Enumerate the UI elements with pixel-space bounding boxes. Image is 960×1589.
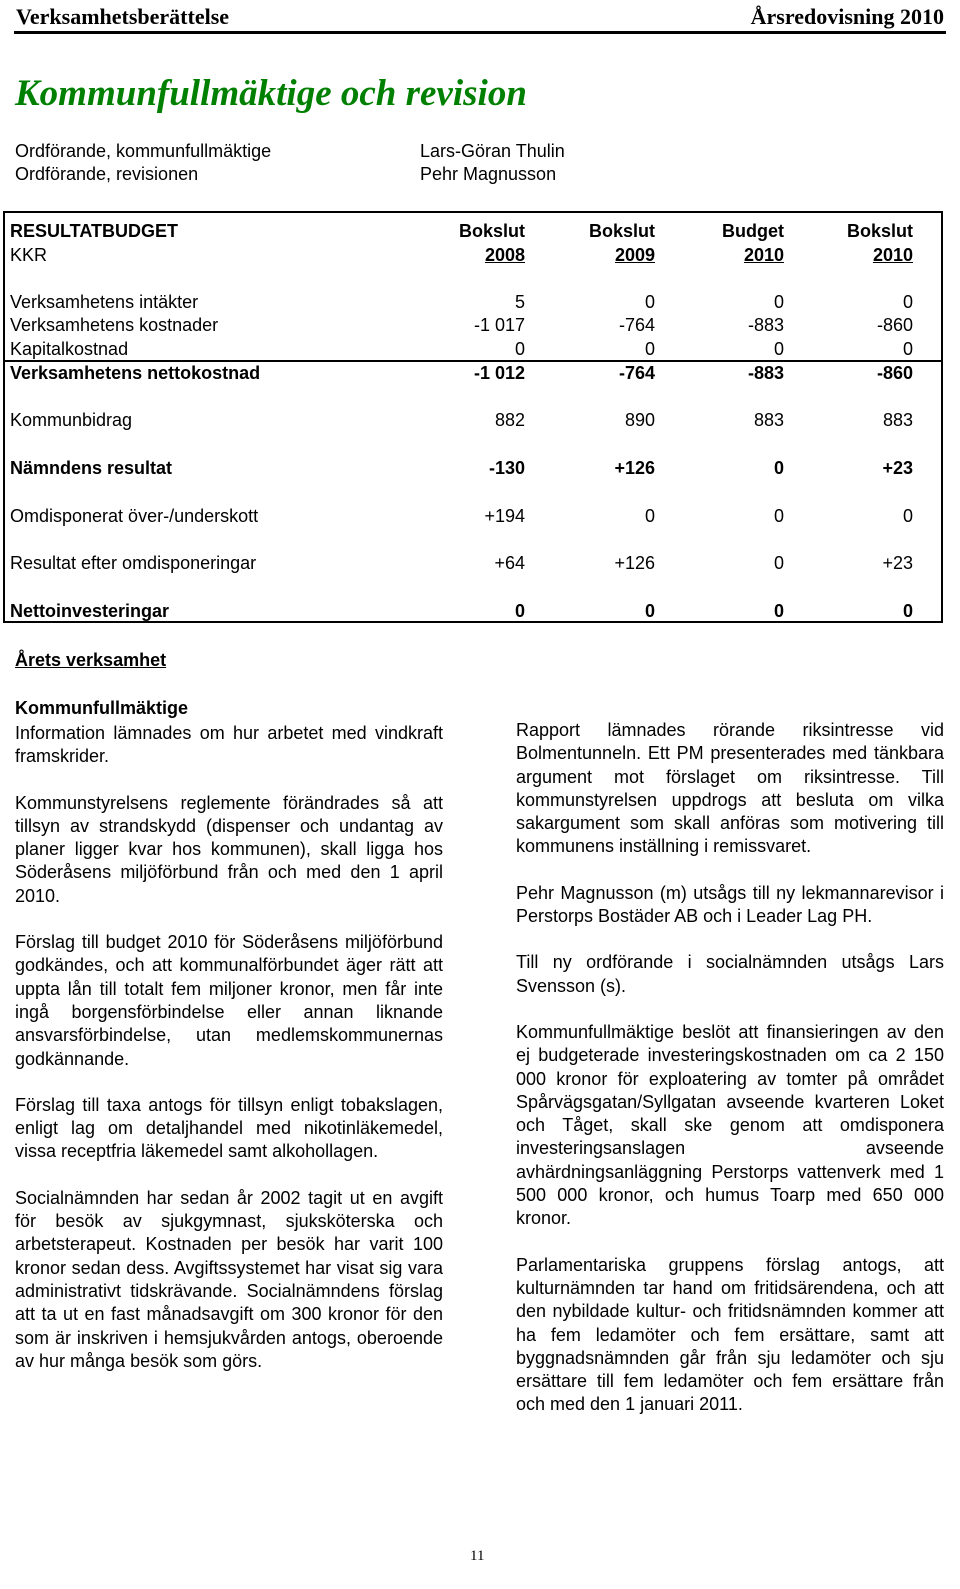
row-label: Resultat efter omdisponeringar <box>10 553 257 573</box>
column-year: 2008 <box>484 245 525 265</box>
paragraph: Rapport lämnades rörande riksintresse vid Bolmentunneln. Ett PM presenterades med tänkbara argument mot förslaget om riksintresse. Till kommunstyrelsen uppdrogs att besluta om vilka sakargument som skall anföras som motivering till kommunens inställning i remissvaret. <box>516 720 944 857</box>
cell-value: 0 <box>773 339 784 359</box>
cell-value: 0 <box>902 601 913 621</box>
column-type: Bokslut <box>458 221 525 241</box>
cell-value: 0 <box>514 339 525 359</box>
cell-value: 5 <box>514 292 525 312</box>
page-number: 11 <box>470 1548 485 1564</box>
cell-value: 883 <box>753 410 784 430</box>
table-unit: KKR <box>10 245 48 265</box>
column-type: Bokslut <box>588 221 655 241</box>
paragraph: Kommunstyrelsens reglemente förändrades så att tillsyn av strandskydd (dispenser och undantag av planer ligger kvar hos kommunen), skall ligga hos Söderåsens miljöförbund från och med den 1 april 2010. <box>15 792 443 906</box>
table-header-row <box>5 220 941 243</box>
cell-value: -130 <box>488 458 525 478</box>
row-label: Verksamhetens nettokostnad <box>10 363 261 383</box>
table-row <box>5 505 941 528</box>
cell-value: -860 <box>876 363 913 383</box>
paragraph: Parlamentariska gruppens förslag antogs, att kulturnämnden tar hand om fritidsärendena, och att den nybildade kultur- och fritidsnämnden kommer att ha fem ledamöter och fem ersättare, samt att byggnadsnämnden går från sju ledamöter och sju ersättare till fem ledamöter och fem ersättare från och med den 1 januari 2011. <box>516 1254 944 1415</box>
cell-value: -764 <box>618 363 655 383</box>
cell-value: 0 <box>773 292 784 312</box>
page-title: Kommunfullmäktige och revision <box>15 73 527 114</box>
row-label: Verksamhetens kostnader <box>10 315 219 335</box>
row-label: Nettoinvesteringar <box>10 601 170 621</box>
cell-value: 0 <box>902 292 913 312</box>
paragraph: Kommunfullmäktige beslöt att finansieringen av den ej budgeterade investeringskostnaden om ca 2 150 000 kronor för exploatering av tomter på området Spårvägsgatan/Syllgatan avseende kvarteren Loket och Tåget, skall ske genom att omdisponera investeringsanslagen avseende avhärdningsanläggning Perstorps vattenverk med 1 500 000 kronor, och humus Toarp med 650 000 kronor. <box>516 1021 944 1229</box>
paragraph: Förslag till budget 2010 för Söderåsens miljöförbund godkändes, och att kommunalförbundet äger rätt att uppta lån till totalt fem miljoner kronor, men får inte ingå borgensförbindelse eller annan liknande ansvarsförbindelse, utan medlemskommunernas godkännande. <box>15 932 443 1069</box>
row-label: Kapitalkostnad <box>10 339 129 359</box>
cell-value: 0 <box>902 339 913 359</box>
left-text-column <box>15 722 443 1396</box>
cell-value: +23 <box>882 458 913 478</box>
paragraph: Socialnämnden har sedan år 2002 tagit ut en avgift för besök av sjukgymnast, sjuksköterska och arbetsterapeut. Kostnaden per besök har varit 100 kronor sedan dess. Avgiftssystemet har visat sig vara administrativt tidskrävande. Socialnämndens förslag att ta ut en fast månadsavgift om 300 kronor för den som är inskriven i hemsjukvården antogs, oberoende av hur många besök som görs. <box>15 1187 443 1371</box>
cell-value: +23 <box>882 553 913 573</box>
cell-value: 0 <box>644 339 655 359</box>
cell-value: -883 <box>747 363 784 383</box>
header-report-title: Årsredovisning 2010 <box>750 4 944 29</box>
header-rule <box>14 31 946 34</box>
paragraph: Till ny ordförande i socialnämnden utsågs Lars Svensson (s). <box>516 952 944 996</box>
cell-value: -1 017 <box>473 315 525 335</box>
table-row <box>5 314 941 337</box>
table-row-subtotal <box>5 362 941 385</box>
cell-value: 0 <box>644 601 655 621</box>
cell-value: 890 <box>624 410 655 430</box>
cell-value: 0 <box>773 553 784 573</box>
right-text-column <box>516 719 944 1440</box>
row-label: Verksamhetens intäkter <box>10 292 199 312</box>
cell-value: +126 <box>614 458 655 478</box>
table-row <box>5 338 941 361</box>
cell-value: 0 <box>773 458 784 478</box>
column-type: Bokslut <box>846 221 913 241</box>
row-label: Kommunbidrag <box>10 410 133 430</box>
column-year: 2009 <box>614 245 655 265</box>
cell-value: 0 <box>644 292 655 312</box>
cell-value: -764 <box>618 315 655 335</box>
cell-value: +194 <box>484 506 525 526</box>
officer-name-chair-council: Lars-Göran Thulin <box>420 141 565 161</box>
paragraph: Förslag till taxa antogs för tillsyn enligt tobakslagen, enligt lag om detaljhandel med nikotinläkemedel, vissa receptfria läkemedel samt alkohollagen. <box>15 1094 443 1162</box>
officer-name-chair-audit: Pehr Magnusson <box>420 164 557 184</box>
paragraph: Information lämnades om hur arbetet med vindkraft framskrider. <box>15 723 443 767</box>
cell-value: 882 <box>494 410 525 430</box>
column-type: Budget <box>722 221 784 241</box>
cell-value: 0 <box>773 506 784 526</box>
cell-value: +126 <box>614 553 655 573</box>
cell-value: +64 <box>494 553 525 573</box>
row-label: Nämndens resultat <box>10 458 173 478</box>
budget-table <box>3 211 943 623</box>
officer-role-chair-audit: Ordförande, revisionen <box>15 164 199 184</box>
table-row <box>5 552 941 575</box>
column-year: 2010 <box>743 245 784 265</box>
cell-value: 883 <box>882 410 913 430</box>
cell-value: 0 <box>773 601 784 621</box>
paragraph: Pehr Magnusson (m) utsågs till ny lekmannarevisor i Perstorps Bostäder AB och i Leader Lag PH. <box>516 882 944 927</box>
section-heading: Årets verksamhet <box>15 650 167 670</box>
table-row <box>5 291 941 314</box>
table-unit-row <box>5 244 941 267</box>
cell-value: -860 <box>876 315 913 335</box>
table-row-result <box>5 457 941 480</box>
cell-value: 0 <box>902 506 913 526</box>
cell-value: 0 <box>644 506 655 526</box>
subheading: Kommunfullmäktige <box>15 698 189 718</box>
column-year: 2010 <box>872 245 913 265</box>
cell-value: -1 012 <box>473 363 525 383</box>
officer-role-chair-council: Ordförande, kommunfullmäktige <box>15 141 272 161</box>
table-heading: RESULTATBUDGET <box>10 221 178 241</box>
header-document-title: Verksamhetsberättelse <box>16 4 230 29</box>
cell-value: 0 <box>514 601 525 621</box>
row-label: Omdisponerat över-/underskott <box>10 506 259 526</box>
cell-value: -883 <box>747 315 784 335</box>
table-row-investments <box>5 600 941 623</box>
table-row <box>5 409 941 432</box>
